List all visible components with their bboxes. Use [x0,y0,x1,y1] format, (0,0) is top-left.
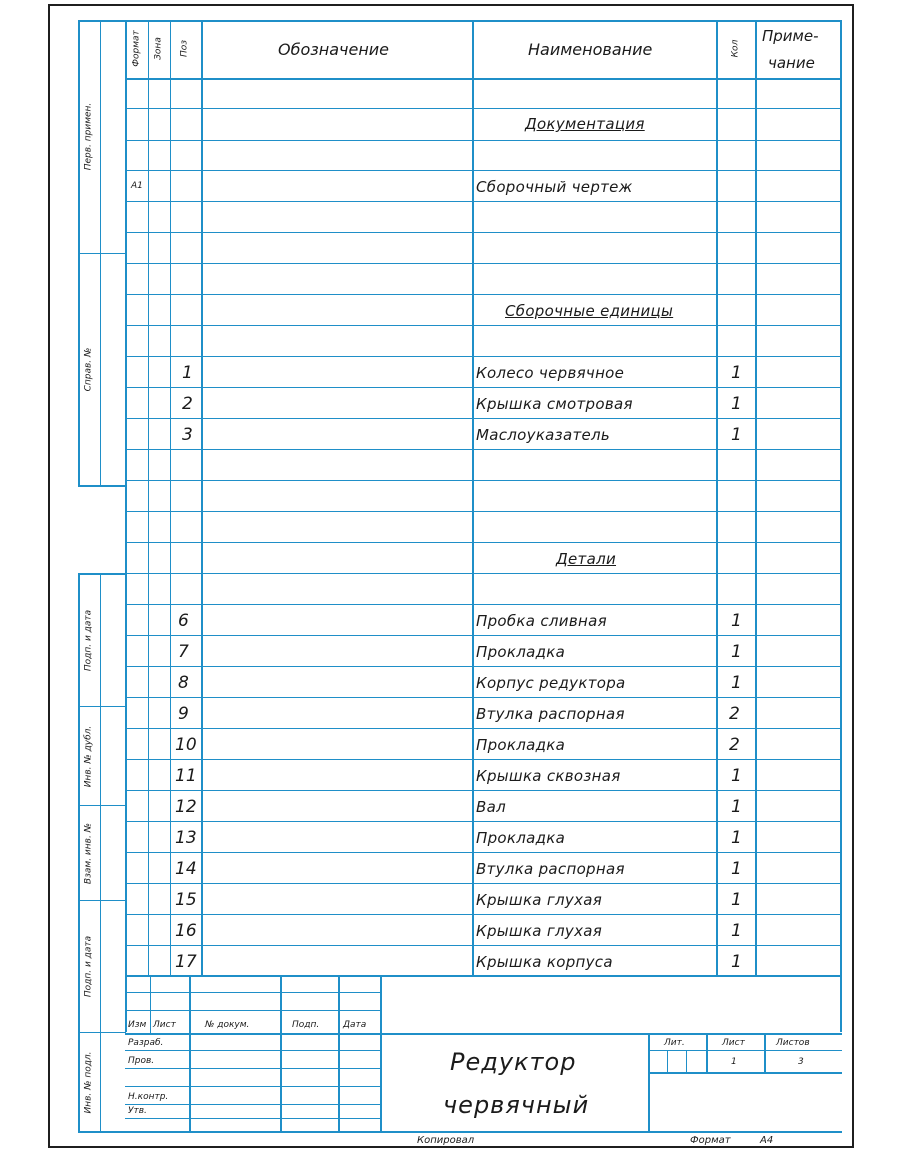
qty-2: 1 [731,394,742,414]
tb-razrab: Разраб. [128,1038,164,1048]
designation-header: Обозначение [278,40,390,59]
side-inv-dubl: Инв. № дубл. [83,725,94,788]
tb-sheet-value: 1 [731,1057,737,1067]
pos-16: 16 [175,921,197,941]
side-inv-podl: Инв. № подл. [83,1051,94,1114]
side-podp-data-2: Подп. и дата [83,935,94,998]
tb-sheets-value: 3 [798,1057,804,1067]
tb-title-line1: Редуктор [450,1048,577,1076]
tb-list: Лист [153,1020,176,1030]
side-podp-data-1: Подп. и дата [83,609,94,672]
pos-1: 1 [182,363,193,383]
pos-12: 12 [175,797,197,817]
qty-15: 1 [731,890,742,910]
qty-header: Кол [730,39,741,58]
pos-10: 10 [175,735,197,755]
name-header: Наименование [528,40,653,59]
qty-6: 1 [731,611,742,631]
note-header-line2: чание [768,54,815,72]
qty-14: 1 [731,859,742,879]
side-vzam-inv: Взам. инв. № [83,822,94,885]
pos-2: 2 [182,394,193,414]
tb-lit: Лит. [664,1038,685,1048]
pos-3: 3 [182,425,193,445]
tb-sheet-label: Лист [722,1038,745,1048]
qty-11: 1 [731,766,742,786]
section-parts: Детали [556,550,617,568]
name-16: Крышка глухая [476,922,603,940]
pos-header: Поз [179,39,190,58]
qty-10: 2 [729,735,740,755]
name-7: Прокладка [476,643,566,661]
pos-14: 14 [175,859,197,879]
pos-7: 7 [178,642,189,662]
doc-format: А1 [131,181,143,191]
pos-9: 9 [178,704,189,724]
name-12: Вал [476,798,506,816]
qty-7: 1 [731,642,742,662]
pos-13: 13 [175,828,197,848]
pos-6: 6 [178,611,189,631]
name-13: Прокладка [476,829,566,847]
tb-doc-no: № докум. [205,1020,250,1030]
format-header: Формат [131,30,142,67]
pos-17: 17 [175,952,197,972]
side-sprav: Справ. № [83,347,94,392]
name-1: Колесо червячное [476,364,625,382]
doc-name: Сборочный чертеж [476,178,633,196]
qty-17: 1 [731,952,742,972]
tb-prov: Пров. [128,1056,155,1066]
side-perv-primen: Перв. примен. [83,102,94,171]
tb-nkontr: Н.контр. [128,1092,169,1102]
footer-copied: Копировал [417,1135,475,1146]
tb-utv: Утв. [128,1106,147,1116]
name-15: Крышка глухая [476,891,603,909]
tb-podp: Подп. [292,1020,320,1030]
zone-header: Зона [153,37,164,60]
note-header-line1: Приме- [762,27,819,45]
name-3: Маслоуказатель [476,426,611,444]
pos-11: 11 [175,766,197,786]
qty-8: 1 [731,673,742,693]
name-17: Крышка корпуса [476,953,613,971]
footer-format-label: Формат [690,1135,731,1146]
name-11: Крышка сквозная [476,767,621,785]
qty-13: 1 [731,828,742,848]
name-2: Крышка смотровая [476,395,633,413]
name-6: Пробка сливная [476,612,607,630]
name-14: Втулка распорная [476,860,625,878]
qty-3: 1 [731,425,742,445]
tb-title-line2: червячный [443,1091,590,1119]
pos-8: 8 [178,673,189,693]
section-documentation: Документация [525,115,645,133]
tb-sheets-label: Листов [776,1038,810,1048]
tb-data: Дата [343,1020,367,1030]
qty-1: 1 [731,363,742,383]
qty-9: 2 [729,704,740,724]
qty-16: 1 [731,921,742,941]
tb-izm: Изм [128,1020,147,1030]
section-assemblies: Сборочные единицы [505,302,674,320]
footer-format-value: А4 [760,1135,774,1146]
name-9: Втулка распорная [476,705,625,723]
name-8: Корпус редуктора [476,674,626,692]
qty-12: 1 [731,797,742,817]
pos-15: 15 [175,890,197,910]
name-10: Прокладка [476,736,566,754]
